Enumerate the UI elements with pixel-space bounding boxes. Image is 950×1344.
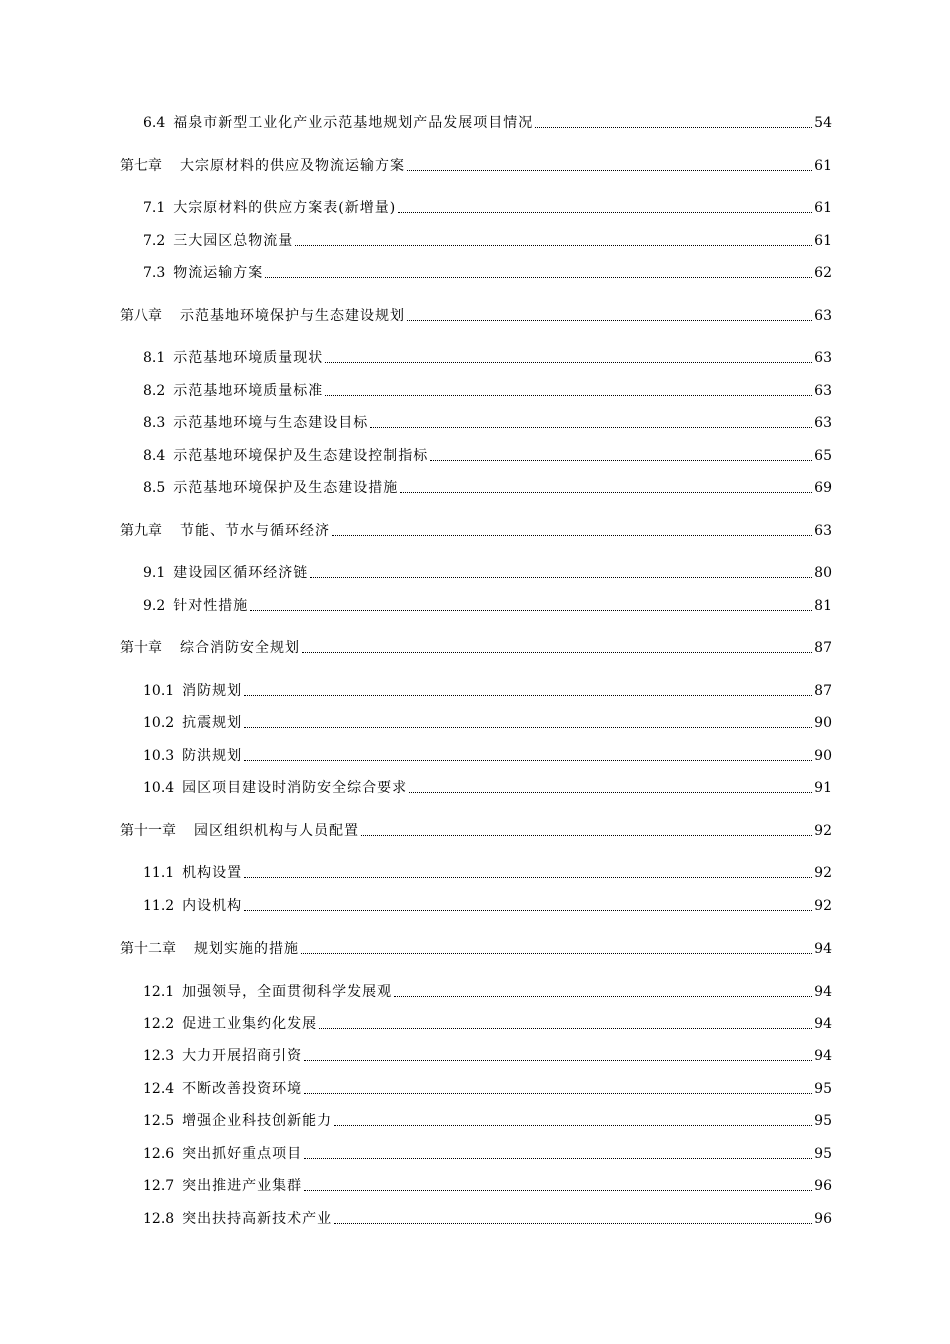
dot-leader: [334, 1223, 812, 1224]
dot-leader: [400, 492, 812, 493]
toc-entry-title: 促进工业集约化发展: [182, 1016, 318, 1032]
toc-section-entry[interactable]: [143, 1145, 832, 1163]
toc-entry-page-number: 91: [814, 780, 832, 796]
toc-entry-number: 7.2: [143, 233, 166, 249]
toc-entry-title: 园区组织机构与人员配置: [194, 823, 359, 839]
toc-entry-number: 第九章: [120, 523, 162, 539]
toc-entry-page-number: 63: [814, 415, 832, 431]
toc-entry-number: 10.4: [143, 780, 175, 796]
toc-entry-title: 突出抓好重点项目: [182, 1146, 303, 1162]
toc-entry-page-number: 81: [814, 598, 832, 614]
toc-entry-title: 节能、节水与循环经济: [180, 523, 330, 539]
toc-entry-page-number: 95: [814, 1081, 832, 1097]
toc-section-entry[interactable]: [143, 1047, 832, 1065]
toc-chapter-entry[interactable]: [120, 522, 832, 540]
dot-leader: [310, 577, 812, 578]
toc-entry-number: 7.3: [143, 265, 166, 281]
toc-entry-title: 规划实施的措施: [194, 941, 299, 957]
toc-entry-number: 12.5: [143, 1113, 175, 1129]
toc-section-entry[interactable]: [143, 349, 832, 367]
dot-leader: [407, 170, 812, 171]
toc-entry-page-number: 61: [814, 158, 832, 174]
toc-entry-title: 园区项目建设时消防安全综合要求: [182, 780, 408, 796]
toc-entry-page-number: 92: [814, 823, 832, 839]
toc-entry-page-number: 96: [814, 1178, 832, 1194]
toc-section-entry[interactable]: [143, 1015, 832, 1033]
dot-leader: [244, 877, 812, 878]
toc-entry-number: 第十二章: [120, 941, 176, 957]
dot-leader: [244, 727, 812, 728]
dot-leader: [398, 212, 812, 213]
toc-entry-page-number: 87: [814, 640, 832, 656]
toc-entry-number: 第十一章: [120, 823, 176, 839]
dot-leader: [319, 1028, 812, 1029]
toc-entry-title: 突出扶持高新技术产业: [182, 1211, 333, 1227]
toc-entry-title: 建设园区循环经济链: [173, 565, 309, 581]
toc-section-entry[interactable]: [143, 264, 832, 282]
toc-entry-title: 加强领导，全面贯彻科学发展观: [182, 984, 393, 1000]
toc-section-entry[interactable]: [143, 564, 832, 582]
toc-chapter-entry[interactable]: [120, 822, 832, 840]
dot-leader: [304, 1190, 812, 1191]
toc-entry-title: 示范基地环境保护及生态建设控制指标: [173, 448, 429, 464]
toc-entry-number: 9.1: [143, 565, 166, 581]
toc-section-entry[interactable]: [143, 1210, 832, 1228]
dot-leader: [409, 792, 812, 793]
toc-entry-title: 防洪规划: [182, 748, 243, 764]
toc-entry-page-number: 94: [814, 941, 832, 957]
toc-entry-number: 第八章: [120, 308, 162, 324]
dot-leader: [304, 1093, 812, 1094]
toc-entry-number: 12.4: [143, 1081, 175, 1097]
dot-leader: [302, 652, 812, 653]
toc-section-entry[interactable]: [143, 232, 832, 250]
toc-chapter-entry[interactable]: [120, 639, 832, 657]
toc-entry-number: 12.8: [143, 1211, 175, 1227]
toc-entry-page-number: 62: [814, 265, 832, 281]
dot-leader: [325, 362, 812, 363]
toc-entry-page-number: 95: [814, 1146, 832, 1162]
toc-entry-number: 11.1: [143, 865, 175, 881]
toc-entry-title: 内设机构: [182, 898, 243, 914]
toc-entry-title: 示范基地环境保护及生态建设措施: [173, 480, 399, 496]
toc-entry-number: 6.4: [143, 115, 166, 131]
dot-leader: [361, 835, 812, 836]
dot-leader: [244, 695, 812, 696]
dot-leader: [304, 1060, 812, 1061]
toc-section-entry[interactable]: [143, 1177, 832, 1195]
toc-entry-page-number: 96: [814, 1211, 832, 1227]
toc-entry-page-number: 63: [814, 383, 832, 399]
toc-entry-page-number: 61: [814, 200, 832, 216]
toc-section-entry[interactable]: [143, 114, 832, 132]
toc-entry-number: 8.4: [143, 448, 166, 464]
dot-leader: [332, 535, 812, 536]
toc-entry-number: 9.2: [143, 598, 166, 614]
toc-entry-number: 第七章: [120, 158, 162, 174]
dot-leader: [430, 460, 812, 461]
toc-entry-number: 12.3: [143, 1048, 175, 1064]
toc-entry-number: 11.2: [143, 898, 175, 914]
toc-entry-title: 大力开展招商引资: [182, 1048, 303, 1064]
toc-section-entry[interactable]: [143, 447, 832, 465]
toc-section-entry[interactable]: [143, 1080, 832, 1098]
toc-entry-title: 增强企业科技创新能力: [182, 1113, 333, 1129]
toc-entry-title: 大宗原材料的供应及物流运输方案: [180, 158, 405, 174]
dot-leader: [265, 277, 812, 278]
toc-entry-page-number: 65: [814, 448, 832, 464]
toc-entry-page-number: 92: [814, 898, 832, 914]
toc-entry-title: 针对性措施: [173, 598, 249, 614]
dot-leader: [535, 127, 812, 128]
toc-section-entry[interactable]: [143, 1112, 832, 1130]
toc-entry-title: 物流运输方案: [173, 265, 264, 281]
toc-entry-number: 12.2: [143, 1016, 175, 1032]
dot-leader: [394, 996, 812, 997]
toc-entry-title: 示范基地环境与生态建设目标: [173, 415, 369, 431]
dot-leader: [244, 760, 812, 761]
toc-entry-number: 8.1: [143, 350, 166, 366]
toc-entry-number: 10.2: [143, 715, 175, 731]
toc-entry-number: 12.1: [143, 984, 175, 1000]
toc-entry-title: 机构设置: [182, 865, 243, 881]
toc-entry-page-number: 92: [814, 865, 832, 881]
toc-entry-title: 三大园区总物流量: [173, 233, 294, 249]
toc-section-entry[interactable]: [143, 682, 832, 700]
toc-entry-page-number: 87: [814, 683, 832, 699]
toc-section-entry[interactable]: [143, 747, 832, 765]
toc-entry-number: 12.7: [143, 1178, 175, 1194]
toc-entry-title: 大宗原材料的供应方案表(新增量): [173, 200, 397, 216]
dot-leader: [407, 320, 812, 321]
toc-entry-page-number: 95: [814, 1113, 832, 1129]
toc-entry-title: 示范基地环境质量现状: [173, 350, 324, 366]
toc-entry-title: 突出推进产业集群: [182, 1178, 303, 1194]
toc-entry-title: 综合消防安全规划: [180, 640, 300, 656]
dot-leader: [301, 953, 812, 954]
toc-entry-page-number: 90: [814, 748, 832, 764]
dot-leader: [250, 610, 812, 611]
toc-entry-title: 不断改善投资环境: [182, 1081, 303, 1097]
toc-entry-page-number: 94: [814, 984, 832, 1000]
toc-section-entry[interactable]: [143, 382, 832, 400]
toc-entry-number: 7.1: [143, 200, 166, 216]
toc-section-entry[interactable]: [143, 864, 832, 882]
dot-leader: [304, 1158, 812, 1159]
toc-entry-title: 消防规划: [182, 683, 243, 699]
dot-leader: [244, 910, 812, 911]
toc-entry-number: 10.3: [143, 748, 175, 764]
toc-entry-page-number: 63: [814, 308, 832, 324]
dot-leader: [325, 395, 812, 396]
toc-entry-title: 抗震规划: [182, 715, 243, 731]
toc-entry-page-number: 54: [814, 115, 832, 131]
toc-section-entry[interactable]: [143, 983, 832, 1001]
toc-entry-page-number: 63: [814, 350, 832, 366]
toc-section-entry[interactable]: [143, 779, 832, 797]
toc-chapter-entry[interactable]: [120, 157, 832, 175]
toc-entry-page-number: 94: [814, 1016, 832, 1032]
toc-entry-number: 第十章: [120, 640, 162, 656]
toc-entry-page-number: 69: [814, 480, 832, 496]
toc-entry-number: 8.5: [143, 480, 166, 496]
toc-section-entry[interactable]: [143, 414, 832, 432]
toc-entry-page-number: 63: [814, 523, 832, 539]
toc-section-entry[interactable]: [143, 897, 832, 915]
toc-entry-title: 福泉市新型工业化产业示范基地规划产品发展项目情况: [173, 115, 534, 131]
toc-entry-page-number: 80: [814, 565, 832, 581]
dot-leader: [334, 1125, 812, 1126]
toc-entry-title: 示范基地环境质量标准: [173, 383, 324, 399]
toc-entry-page-number: 61: [814, 233, 832, 249]
toc-entry-page-number: 90: [814, 715, 832, 731]
toc-section-entry[interactable]: [143, 199, 832, 217]
toc-section-entry[interactable]: [143, 597, 832, 615]
toc-entry-number: 12.6: [143, 1146, 175, 1162]
toc-chapter-entry[interactable]: [120, 307, 832, 325]
dot-leader: [295, 245, 812, 246]
toc-entry-number: 8.3: [143, 415, 166, 431]
toc-chapter-entry[interactable]: [120, 940, 832, 958]
toc-entry-number: 10.1: [143, 683, 175, 699]
toc-section-entry[interactable]: [143, 479, 832, 497]
toc-entry-number: 8.2: [143, 383, 166, 399]
toc-entry-title: 示范基地环境保护与生态建设规划: [180, 308, 405, 324]
dot-leader: [370, 427, 812, 428]
toc-entry-page-number: 94: [814, 1048, 832, 1064]
toc-section-entry[interactable]: [143, 714, 832, 732]
